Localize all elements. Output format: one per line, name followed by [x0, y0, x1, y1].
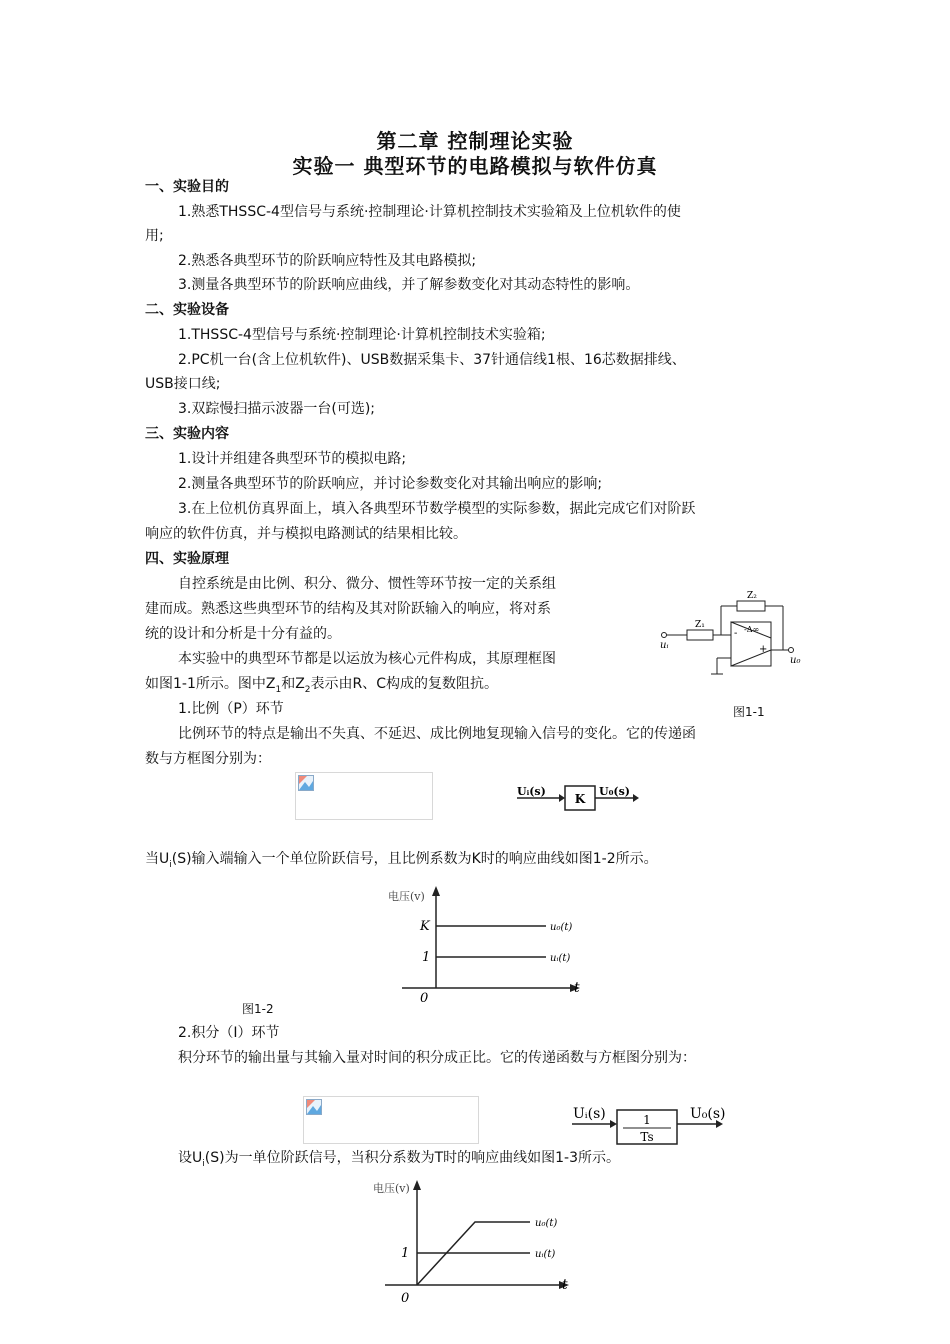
y-axis-label: 电压(v): [388, 890, 425, 903]
purpose-item: 3.测量各典型环节的阶跃响应曲线，并了解参数变化对其动态特性的影响。: [178, 277, 640, 293]
purpose-item: 1.熟悉THSSC-4型信号与系统·控制理论·计算机控制技术实验箱及上位机软件的使: [178, 204, 681, 220]
equipment-item: 3.双踪慢扫描示波器一台(可选);: [178, 401, 375, 417]
proportional-step-text: 当$U_i(S)$输入端输入一个单位阶跃信号，且比例系数为K时的响应曲线如图1-2所示。: [145, 851, 658, 870]
proportional-heading: 1.比例（P）环节: [178, 701, 284, 717]
plus-terminal: +: [759, 644, 768, 655]
uo-label: u₀: [790, 655, 801, 666]
z1-label: Z₁: [695, 620, 705, 630]
formula-image-placeholder: [295, 772, 433, 820]
integral-desc: 积分环节的输出量与其输入量对时间的积分成正比。它的传递函数与方框图分别为：: [178, 1050, 696, 1066]
fig2-caption: 图1-2: [242, 1002, 274, 1016]
content-item: 1.设计并组建各典型环节的模拟电路;: [178, 451, 407, 467]
y-axis-label: 电压(v): [373, 1182, 410, 1195]
t-axis-label: t: [574, 980, 580, 996]
minus-terminal: -: [734, 628, 738, 639]
t-axis-label: t: [562, 1277, 568, 1293]
ui-series-label: uᵢ(t): [535, 1249, 556, 1260]
z2-label: Z₂: [747, 591, 757, 601]
content-item: 2.测量各典型环节的阶跃响应，并讨论参数变化对其输出响应的影响;: [178, 476, 603, 492]
one-tick-label: 1: [422, 950, 431, 965]
principle-text-impedance: 如图1-1所示。图中$Z_1$和$Z_2$表示由R、C构成的复数阻抗。: [145, 676, 499, 695]
integral-response-chart: [365, 1172, 580, 1312]
block-input-label: Uᵢ(s): [517, 785, 546, 798]
broken-image-icon: [298, 775, 314, 791]
principle-heading: 四、实验原理: [145, 551, 229, 567]
one-tick-label: 1: [401, 1246, 410, 1261]
opamp-circuit-diagram: [655, 588, 805, 678]
block-numerator: 1: [643, 1113, 651, 1127]
proportional-response-chart: [380, 880, 590, 1010]
equipment-item: 2.PC机一台(含上位机软件)、USB数据采集卡、37针通信线1根、16芯数据排线、: [178, 352, 686, 368]
fig1-caption: 图1-1: [733, 705, 765, 719]
block-output-label: U₀(s): [599, 785, 631, 798]
principle-text: 自控系统是由比例、积分、微分、惯性等环节按一定的关系组: [178, 576, 556, 592]
experiment-title: 实验一 典型环节的电路模拟与软件仿真: [292, 154, 658, 178]
broken-image-icon: [306, 1099, 322, 1115]
uo-series-label: u₀(t): [550, 922, 573, 933]
principle-text: 统的设计和分析是十分有益的。: [145, 626, 341, 642]
proportional-desc: 比例环节的特点是输出不失真、不延迟、成比例地复现输入信号的变化。它的传递函: [178, 726, 696, 742]
equipment-item: 1.THSSC-4型信号与系统·控制理论·计算机控制技术实验箱;: [178, 327, 546, 343]
equipment-heading: 二、实验设备: [145, 302, 229, 318]
purpose-item: 用;: [145, 228, 164, 244]
block-denominator: Ts: [640, 1130, 654, 1144]
block-output-label: U₀(s): [690, 1106, 726, 1122]
content-heading: 三、实验内容: [145, 426, 229, 442]
ui-series-label: uᵢ(t): [550, 953, 571, 964]
integral-heading: 2.积分（I）环节: [178, 1025, 280, 1041]
content-item: 响应的软件仿真，并与模拟电路测试的结果相比较。: [145, 526, 467, 542]
ui-label: uᵢ: [660, 640, 669, 651]
principle-text: 本实验中的典型环节都是以运放为核心元件构成，其原理框图: [178, 651, 556, 667]
k-tick-label: K: [420, 919, 430, 934]
equipment-item: USB接口线;: [145, 376, 221, 392]
block-gain-k: K: [574, 792, 586, 806]
chapter-title: 第二章 控制理论实验: [376, 129, 574, 153]
integral-step-text: 设$U_i(S)$为一单位阶跃信号，当积分系数为T时的响应曲线如图1-3所示。: [178, 1150, 620, 1169]
content-item: 3.在上位机仿真界面上，填入各典型环节数学模型的实际参数，据此完成它们对阶跃: [178, 501, 696, 517]
origin-label: 0: [420, 991, 429, 1006]
origin-label: 0: [401, 1291, 410, 1306]
purpose-heading: 一、实验目的: [145, 179, 229, 195]
purpose-item: 2.熟悉各典型环节的阶跃响应特性及其电路模拟;: [178, 253, 477, 269]
opamp-symbol: -Δ∞: [744, 625, 760, 634]
proportional-desc: 数与方框图分别为：: [145, 751, 271, 767]
proportional-block-diagram: [515, 780, 645, 814]
principle-text: 建而成。熟悉这些典型环节的结构及其对阶跃输入的响应，将对系: [145, 601, 551, 617]
block-input-label: Uᵢ(s): [573, 1106, 606, 1122]
formula-image-placeholder: [303, 1096, 479, 1144]
integral-block-diagram: [570, 1100, 730, 1150]
uo-series-label: u₀(t): [535, 1218, 558, 1229]
